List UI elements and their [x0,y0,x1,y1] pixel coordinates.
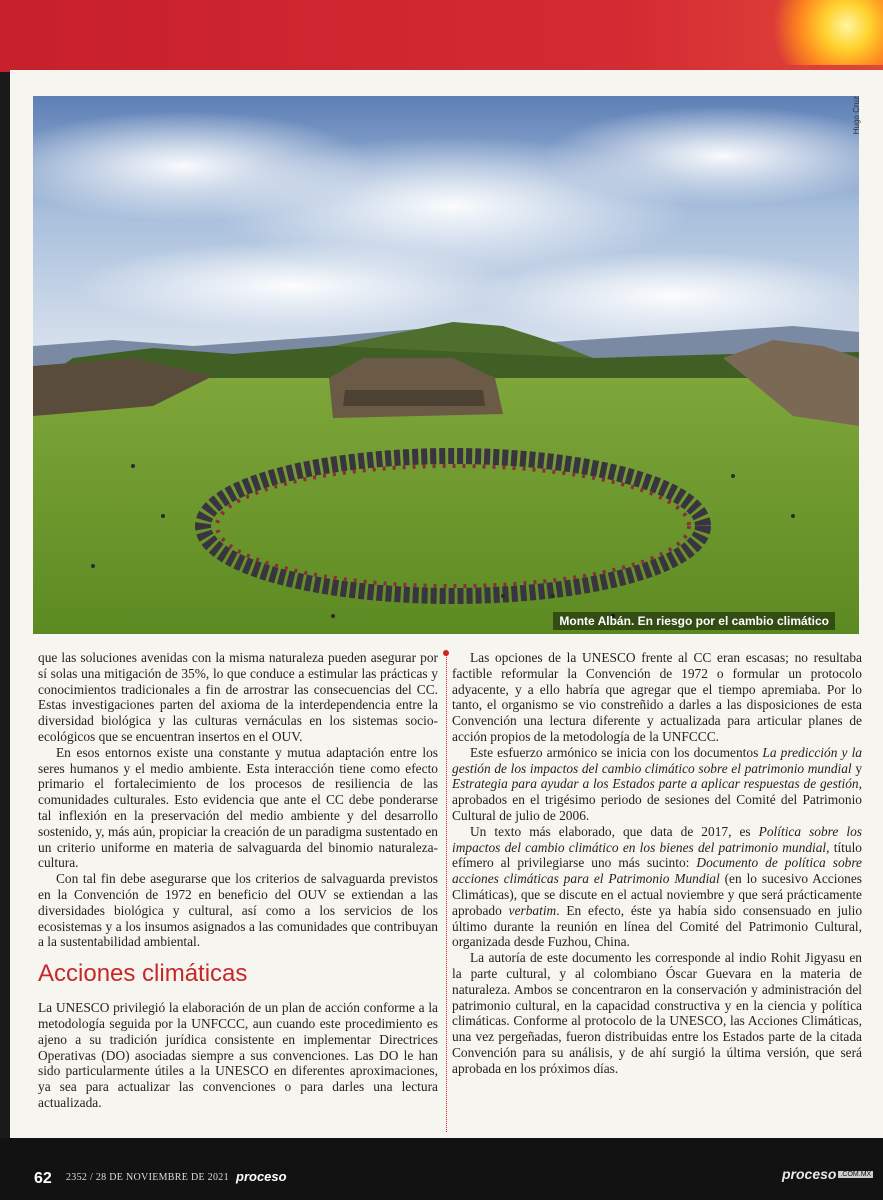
paragraph: Las opciones de la UNESCO frente al CC eran escasas; no resultaba factible reformular la Convención de 1972 o formular un protocolo adyacente, y a ello habría que agregar que el tiempo apremiaba. Por lo tanto, el organismo se vio constreñido a darles a las disposiciones de esta Convención una lectura diferente y actualizada para articular planes de acción propios de la metodología de la UNFCCC. [452,650,862,744]
text-run: y [851,760,863,776]
page-number: 62 [34,1170,52,1187]
section-heading: Acciones climáticas [38,960,248,988]
right-column [452,650,862,1077]
document-title: Documento de política sobre acciones climáticas para el Patrimonio Mundial [452,855,862,887]
site-name: proceso [782,1166,837,1182]
text-run: (en lo sucesivo Acciones Climáticas), que se discute en el actual noviembre y que será prácticamente aprobado [452,871,862,918]
document-title: Estrategia para ayudar a los Estados parte a aplicar respuestas de gestión [452,776,859,792]
paragraph: Con tal fin debe asegurarse que los criterios de salvaguarda previstos en la Convención de 1972 en beneficio del OUV se extiendan a las diversidades biológica y cultural, así como a los servicios de los ecosistemas y a los insumos asignados a las comunidades que contribuyan a la sustentabilidad ambiental. [38,871,438,950]
document-title: Política sobre los impactos del cambio climático en los bienes del patrimonio mundial [452,823,862,855]
paragraph: La autoría de este documento les corresponde al indio Rohit Jigyasu en la parte cultural, y al colombiano Óscar Guevara en la materia de naturaleza. Ambos se concentraron en la conservación y administración del patrimonio cultural, en la capacidad constructiva y en la ciencia y política climáticas. Conforme al protocolo de la UNESCO, las Acciones Climáticas, una vez pergeñadas, fueron distribuidas entre los Estados parte de la citada Convención para su análisis, y de ahí surgió la última versión, que será aprobada en los próximos días. [452,950,862,1076]
magazine-logo: proceso [236,1169,287,1184]
left-column [38,650,438,1111]
site-logo [782,1166,873,1182]
paragraph [452,745,862,824]
issue-date: 2352 / 28 DE NOVIEMBRE DE 2021 [66,1172,229,1183]
photo-credit: Hugo Cruz [852,96,861,135]
photo-caption: Monte Albán. En riesgo por el cambio climático [553,612,835,630]
paragraph: En esos entornos existe una constante y mutua adaptación entre los seres humanos y el medio ambiente. Esta interacción tiene como efecto primario el fortalecimiento de los procesos de resiliencia de las comunidades culturales. Esto evidencia que ante el CC debe ponderarse tal inflexión en la preservación del medio ambiente y del desarrollo sostenido, y, más aún, propiciar la creación de un paradigma sustentado en un criterio uniforme en materia de salvaguarda del binomio naturaleza-cultura. [38,744,438,871]
paragraph [452,824,862,950]
paragraph: La UNESCO privilegió la elaboración de un plan de acción conforme a la metodología seguida por la UNFCCC, aun cuando este procedimiento es ajeno a su tradición jurídica consistente en implementar Directrices Operativas (DO) asociadas siempre a sus convenciones. Las DO le han sido particularmente útiles a la UNESCO en diferentes aproximaciones, ya sea para actualizar las convenciones o para darles una lectura actualizada. [38,1000,438,1110]
column-divider [446,652,447,1132]
latin-term: verbatim [508,902,557,918]
site-domain: .COM.MX [840,1171,872,1178]
document-title: La predicción y la gestión de los impactos del cambio climático sobre el patrimonio mundial [452,744,862,776]
footer-bar [0,1138,883,1200]
text-run: , aprobados en el trigésimo periodo de sesiones del Comité del Patrimonio Cultural de julio de 2006. [452,776,862,823]
top-decorative-flare [763,0,883,65]
text-run: Un texto más elaborado, que data de 2017, es [470,823,759,839]
monte-alban-photo [33,96,859,634]
text-run: . En efecto, éste ya había sido consensuado en julio último durante la reunión en línea del Comité del Patrimonio Cultural, organizada desde Fuzhou, China. [452,902,863,950]
text-run: Este esfuerzo armónico se inicia con los documentos [470,744,763,760]
top-red-band [0,0,883,72]
article-photo [33,96,859,634]
text-run: , título efímero al privilegiarse uno más sucinto: [452,839,862,871]
paragraph: que las soluciones avenidas con la misma naturaleza pueden asegurar por sí solas una mitigación de 35%, lo que conduce a estimular las prácticas y conocimientos tradicionales a fin de arrostrar las consecuencias del CC. Estas investigaciones parten del axioma de la interdependencia entre la diversidad biológica y las culturas vernáculas en los sistemas socio-ecológicos que se encuentran insertos en el OUV. [38,650,438,744]
